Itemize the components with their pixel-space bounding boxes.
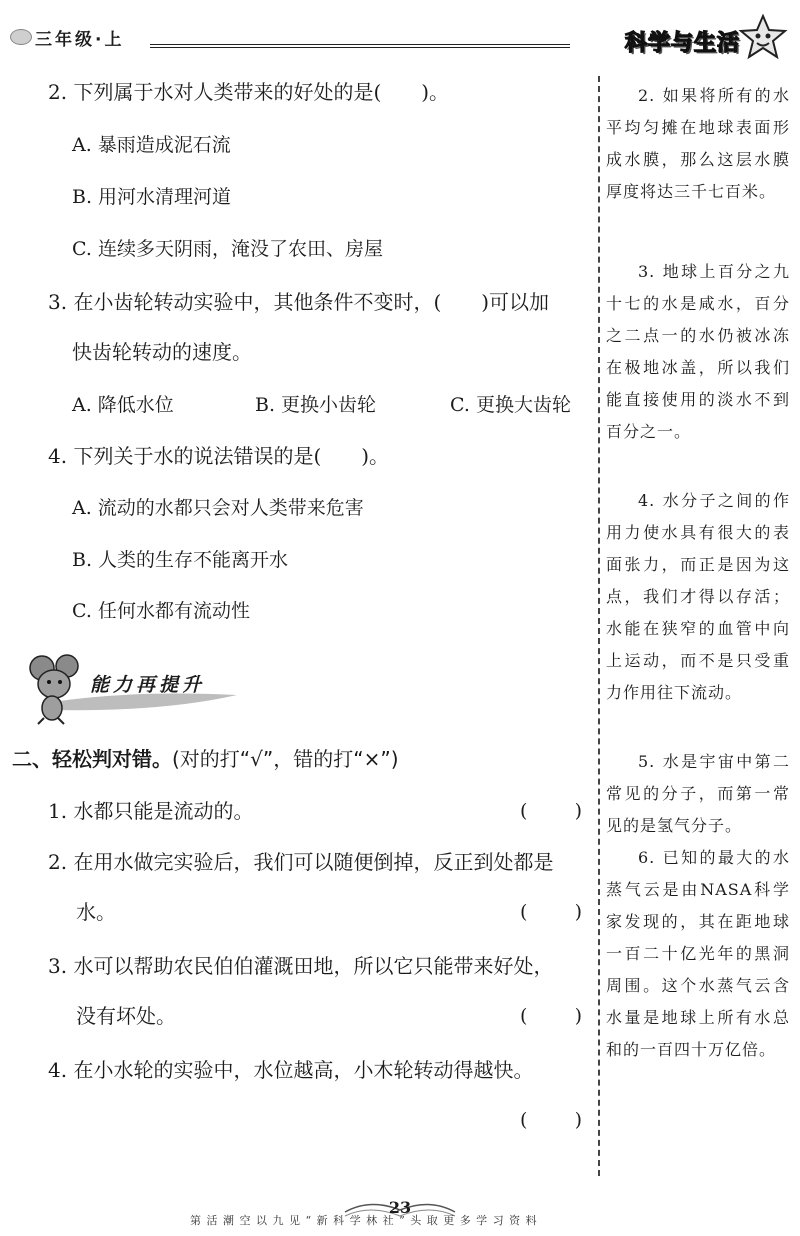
paren-open: (: [520, 1005, 528, 1027]
paren-open: (: [520, 901, 528, 923]
section-banner: [12, 650, 242, 725]
sidebar-divider: [598, 76, 600, 1176]
question-4-option-a: A. 流动的水都只会对人类带来危害: [72, 497, 364, 519]
sidebar-fact-2: 2. 如果将所有的水平均匀摊在地球表面形成水膜，那么这层水膜厚度将达三千七百米。: [606, 86, 790, 201]
header-rule-inner: [150, 47, 570, 48]
question-4-option-b: B. 人类的生存不能离开水: [72, 549, 289, 571]
paren-close: ): [574, 1109, 582, 1131]
judge-item-1: 1. 水都只能是流动的。: [48, 799, 254, 823]
section-2-title: 二、轻松判对错。: [12, 747, 172, 771]
subject-title: 科学与生活: [624, 31, 740, 56]
judge-item-4: 4. 在小水轮的实验中，水位越高，小木轮转动得越快。: [48, 1058, 534, 1082]
question-2-stem: 2. 下列属于水对人类带来的好处的是( )。: [48, 80, 450, 104]
paren-open: (: [520, 800, 528, 822]
header-rule: [150, 44, 570, 45]
question-2-option-c: C. 连续多天阴雨，淹没了农田、房屋: [72, 238, 383, 260]
question-3-option-b: B. 更换小齿轮: [255, 394, 377, 416]
question-2-option-a: A. 暴雨造成泥石流: [72, 134, 231, 156]
question-3-stem-line2: 快齿轮转动的速度。: [72, 340, 252, 364]
question-3-option-c: C. 更换大齿轮: [450, 394, 571, 416]
judge-item-2-line2: 水。: [76, 900, 116, 924]
paren-close: ): [574, 901, 582, 923]
grade-label: 三年级·上: [35, 29, 125, 50]
judge-item-2-line1: 2. 在用水做完实验后，我们可以随便倒掉，反正到处都是: [48, 850, 554, 874]
sidebar-fact-3: 3. 地球上百分之九十七的水是咸水，百分之二点一的水仍被冰冻在极地冰盖，所以我们能直接使用的淡水不到百分之一。: [606, 262, 790, 441]
header-grade: [10, 22, 124, 52]
judge-item-3-line2: 没有坏处。: [76, 1004, 176, 1028]
sidebar-fact-5: 5. 水是宇宙中第二常见的分子，而第一常见的是氢气分子。: [606, 752, 790, 835]
page-number: 23: [388, 1198, 412, 1217]
header-subject: [625, 26, 740, 57]
star-mascot-icon: [738, 14, 788, 60]
judge-item-3-line1: 3. 水可以帮助农民伯伯灌溉田地，所以它只能带来好处，: [48, 954, 554, 978]
sidebar-fact-6: 6. 已知的最大的水蒸气云是由NASA科学家发现的，其在距地球一百二十亿光年的黑洞周围。这个水蒸气云含水量是地球上所有水总和的一百四十万亿倍。: [606, 848, 790, 1059]
paren-close: ): [574, 800, 582, 822]
sidebar-fact-4: 4. 水分子之间的作用力使水具有很大的表面张力，而正是因为这点，我们才得以存活；水能在狭窄的血管中向上运动，而不是只受重力作用往下流动。: [606, 491, 790, 702]
footer-note: 第 活 潮 空 以 九 见 “ 新 科 学 林 社 ” 头 取 更 多 学 习 资 料: [190, 1214, 538, 1227]
section-2-note: (对的打“√”，错的打“×”): [172, 747, 399, 771]
paren-close: ): [574, 1005, 582, 1027]
question-4-stem: 4. 下列关于水的说法错误的是( )。: [48, 444, 390, 468]
question-3-stem-line1: 3. 在小齿轮转动实验中，其他条件不变时，( )可以加: [48, 290, 550, 314]
banner-title: 能力再提升: [90, 674, 206, 696]
mascot-blob-icon: [10, 29, 32, 45]
question-2-option-b: B. 用河水清理河道: [72, 186, 232, 208]
paren-open: (: [520, 1109, 528, 1131]
question-4-option-c: C. 任何水都有流动性: [72, 600, 250, 622]
section-2-heading: [12, 745, 399, 773]
question-3-option-a: A. 降低水位: [72, 394, 174, 416]
